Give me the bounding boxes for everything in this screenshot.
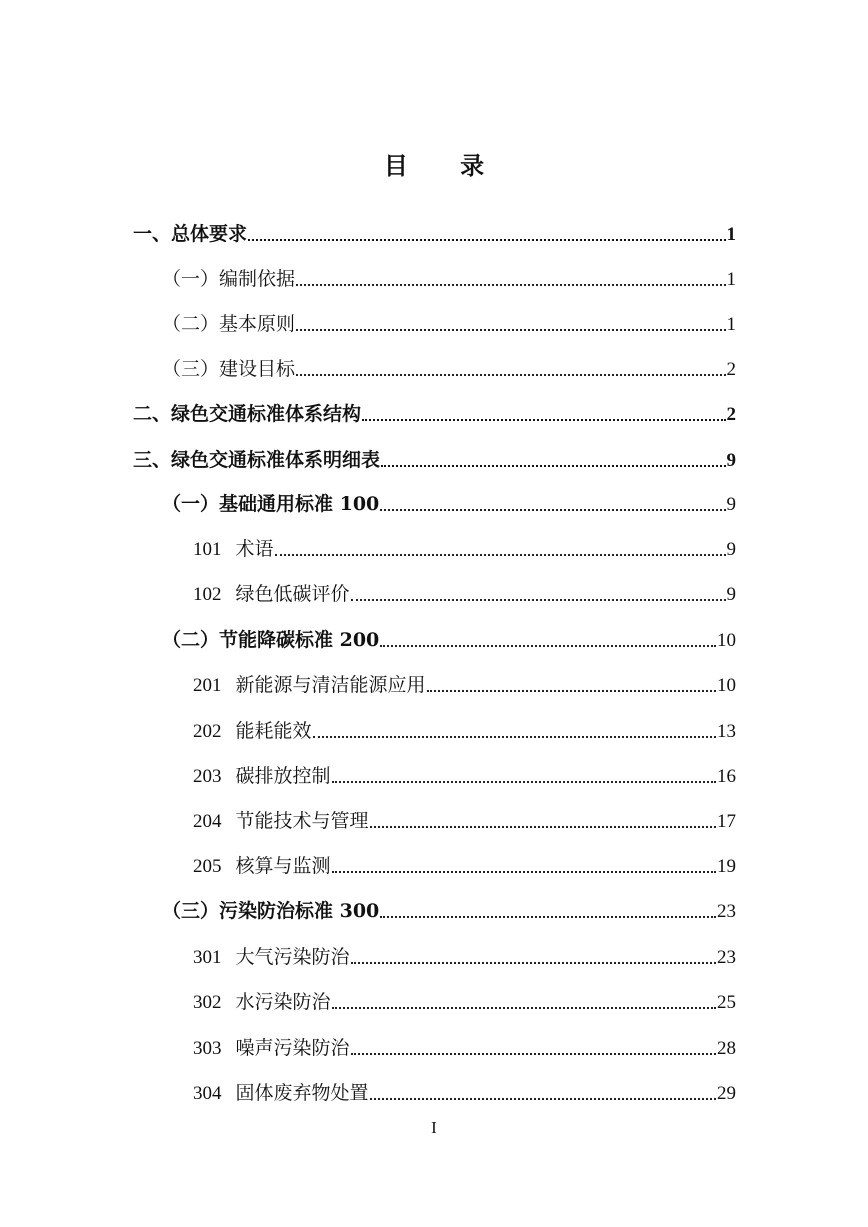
toc-entry-label: （二）基本原则 — [162, 313, 296, 335]
toc-entry-page: 2 — [726, 359, 736, 380]
toc-entry-page: 9 — [726, 450, 736, 471]
toc-entry-code: 101 — [193, 539, 222, 560]
toc-entry-page: 9 — [726, 539, 736, 560]
toc-entry-code: 302 — [193, 992, 222, 1013]
dot-leader — [351, 1053, 716, 1055]
toc-entry-label: （三）污染防治标准 300 — [162, 900, 380, 922]
dot-leader — [370, 1098, 716, 1100]
dot-leader — [362, 419, 725, 421]
toc-entry[interactable] — [193, 717, 736, 745]
toc-entry-label: （三）建设目标 — [162, 358, 296, 380]
page-number: I — [431, 1118, 437, 1137]
toc-entry[interactable] — [193, 1034, 736, 1062]
toc-entry-page: 1 — [726, 224, 736, 245]
toc-entry-code: 205 — [193, 856, 222, 877]
toc-entry-page: 10 — [717, 675, 736, 696]
toc-entry-page: 13 — [717, 721, 736, 742]
toc-entry[interactable] — [193, 671, 736, 699]
toc-entry-label: 水污染防治 — [235, 991, 331, 1013]
toc-entry-label: 噪声污染防治 — [235, 1037, 350, 1059]
toc-entry-code: 202 — [193, 721, 222, 742]
toc-entry[interactable] — [193, 762, 736, 790]
toc-entry[interactable] — [133, 220, 736, 248]
toc-entry[interactable] — [193, 807, 736, 835]
toc-entry-code: 304 — [193, 1083, 222, 1104]
toc-entry-code: 303 — [193, 1038, 222, 1059]
toc-entry-page: 25 — [717, 992, 736, 1013]
dot-leader — [296, 284, 725, 286]
dot-leader — [332, 871, 716, 873]
toc-entry-label: 能耗能效 — [235, 720, 312, 742]
toc-entry[interactable] — [162, 490, 736, 518]
toc-entry-code: 102 — [193, 584, 222, 605]
dot-leader — [427, 690, 716, 692]
toc-entry[interactable] — [193, 1079, 736, 1107]
toc-entry-label: 节能技术与管理 — [235, 810, 369, 832]
toc-entry-label: 三、绿色交通标准体系明细表 — [133, 449, 381, 471]
dot-leader — [332, 1007, 716, 1009]
toc-entry-page: 23 — [717, 947, 736, 968]
dot-leader — [332, 781, 716, 783]
toc-entry-page: 29 — [717, 1083, 736, 1104]
toc-entry-page: 28 — [717, 1038, 736, 1059]
toc-entry[interactable] — [193, 535, 736, 563]
dot-leader — [351, 962, 716, 964]
toc-entry-label: （一）编制依据 — [162, 268, 296, 290]
toc-entry-page: 10 — [717, 630, 736, 651]
toc-entry-page: 19 — [717, 856, 736, 877]
toc-entry-page: 1 — [726, 314, 736, 335]
toc-entry-page: 9 — [726, 584, 736, 605]
toc-entry-code: 204 — [193, 811, 222, 832]
dot-leader — [275, 554, 726, 556]
toc-entry-label: 术语 — [235, 538, 274, 560]
toc-title: 目 录 — [383, 151, 507, 180]
toc-entry-code: 201 — [193, 675, 222, 696]
toc-entry[interactable] — [162, 897, 736, 925]
dot-leader — [380, 509, 725, 511]
toc-entry-label: 新能源与清洁能源应用 — [235, 674, 426, 696]
toc-entry-code: 301 — [193, 947, 222, 968]
toc-entry[interactable] — [193, 988, 736, 1016]
toc-entry[interactable] — [162, 310, 736, 338]
dot-leader — [380, 916, 716, 918]
toc-entry-label: （一）基础通用标准 100 — [162, 493, 380, 515]
dot-leader — [296, 374, 725, 376]
toc-entry-page: 16 — [717, 766, 736, 787]
dot-leader — [296, 329, 725, 331]
toc-entry[interactable] — [193, 943, 736, 971]
dot-leader — [370, 826, 716, 828]
dot-leader — [313, 736, 716, 738]
toc-entry[interactable] — [162, 265, 736, 293]
dot-leader — [381, 465, 725, 467]
toc-entry-label: 绿色低碳评价 — [235, 583, 350, 605]
toc-entry[interactable] — [162, 626, 736, 654]
toc-entry-code: 203 — [193, 766, 222, 787]
toc-entry-label: 碳排放控制 — [235, 765, 331, 787]
toc-entry[interactable] — [133, 400, 736, 428]
toc-entry[interactable] — [162, 355, 736, 383]
dot-leader — [351, 599, 726, 601]
toc-entry-page: 17 — [717, 811, 736, 832]
toc-entry[interactable] — [193, 852, 736, 880]
toc-entry-label: 固体废弃物处置 — [235, 1082, 369, 1104]
dot-leader — [380, 645, 716, 647]
toc-entry-page: 2 — [726, 404, 736, 425]
dot-leader — [248, 239, 725, 241]
toc-entry[interactable] — [193, 580, 736, 608]
toc-entry[interactable] — [133, 446, 736, 474]
toc-entry-label: （二）节能降碳标准 200 — [162, 629, 380, 651]
toc-entry-page: 1 — [726, 269, 736, 290]
toc-entry-label: 一、总体要求 — [133, 223, 248, 245]
toc-entry-page: 23 — [717, 901, 736, 922]
toc-entry-label: 大气污染防治 — [235, 946, 350, 968]
toc-entry-label: 核算与监测 — [235, 855, 331, 877]
toc-entry-page: 9 — [726, 494, 736, 515]
toc-entry-label: 二、绿色交通标准体系结构 — [133, 403, 362, 425]
